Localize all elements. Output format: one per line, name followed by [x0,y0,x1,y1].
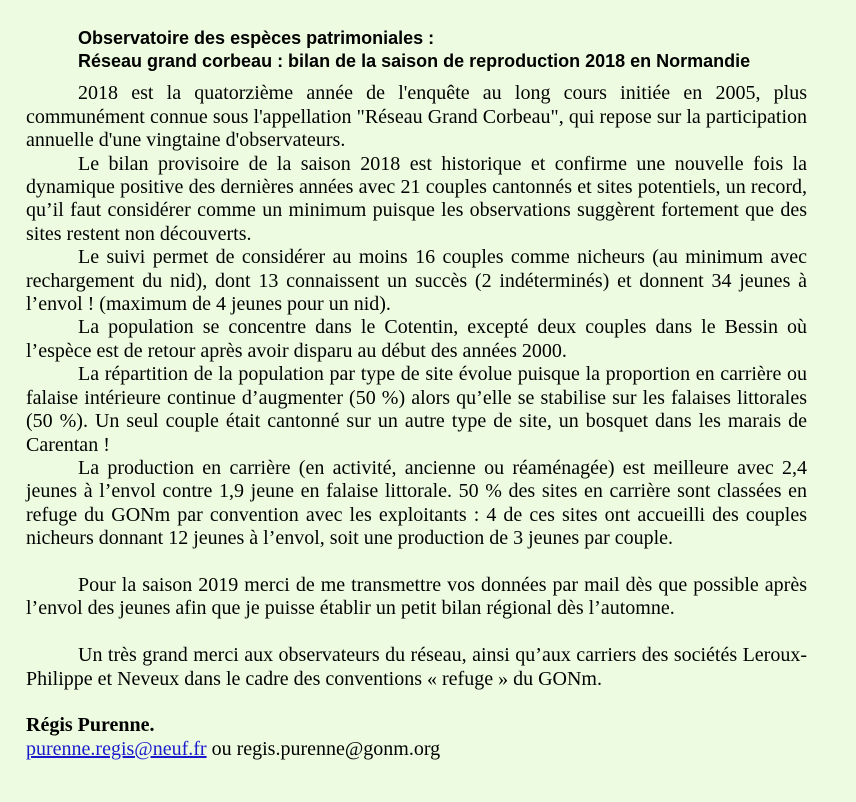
title-line-1: Observatoire des espèces patrimoniales : [78,28,435,48]
email-alternative: ou regis.purenne@gonm.org [206,737,441,760]
document-title [78,27,807,73]
paragraph-bilan-provisoire: Le bilan provisoire de la saison 2018 est historique et confirme une nouvelle fois la dynamique positive des dernières années avec 21 couples cantonnés et sites potentiels, un record, qu’il faut considérer comme un minimum puisque les observations suggèrent fortement que des sites restent non découverts. [26,152,807,245]
signature-name: Régis Purenne. [26,714,155,737]
signature-contact [26,738,807,761]
paragraph-intro: 2018 est la quatorzième année de l'enquête au long cours initiée en 2005, plus communément connue sous l'appellation "Réseau Grand Corbeau", qui repose sur la participation annuelle d'une vingtaine d'observateurs. [26,82,807,152]
signature-block [26,714,807,761]
email-link[interactable]: purenne.regis@neuf.fr [26,737,207,760]
paragraph-saison-2019: Pour la saison 2019 merci de me transmettre vos données par mail dès que possible après l’envol des jeunes afin que je puisse établir un petit bilan régional dès l’automne. [26,573,807,620]
paragraph-suivi-nicheurs: Le suivi permet de considérer au moins 16 couples comme nicheurs (au minimum avec rechargement du nid), dont 13 connaissent un succès (2 indéterminés) et donnent 34 jeunes à l’envol ! (maximum de 4 jeunes pour un nid). [26,246,807,316]
paragraph-repartition-sites: La répartition de la population par type de site évolue puisque la proportion en carrière ou falaise intérieure continue d’augmenter (50 %) alors qu’elle se stabilise sur les falaises littorales (50 %). Un seul couple était cantonné sur un autre type de site, un bosquet dans les marais de Carentan ! [26,363,807,456]
paragraph-production-carriere: La production en carrière (en activité, ancienne ou réaménagée) est meilleure avec 2,4 jeunes à l’envol contre 1,9 jeune en falaise littorale. 50 % des sites en carrière sont classées en refuge du GONm par convention avec les exploitants : 4 de ces sites ont accueilli des couples nicheurs donnant 12 jeunes à l’envol, soit une production de 3 jeunes par couple. [26,456,807,550]
paragraph-remerciements: Un très grand merci aux observateurs du réseau, ainsi qu’aux carriers des sociétés Leroux-Philippe et Neveux dans le cadre des conventions « refuge » du GONm. [26,644,807,690]
paragraph-population-cotentin: La population se concentre dans le Cotentin, excepté deux couples dans le Bessin où l’espèce est de retour après avoir disparu au début des années 2000. [26,316,807,362]
title-line-2: Réseau grand corbeau : bilan de la saison de reproduction 2018 en Normandie [78,51,751,72]
